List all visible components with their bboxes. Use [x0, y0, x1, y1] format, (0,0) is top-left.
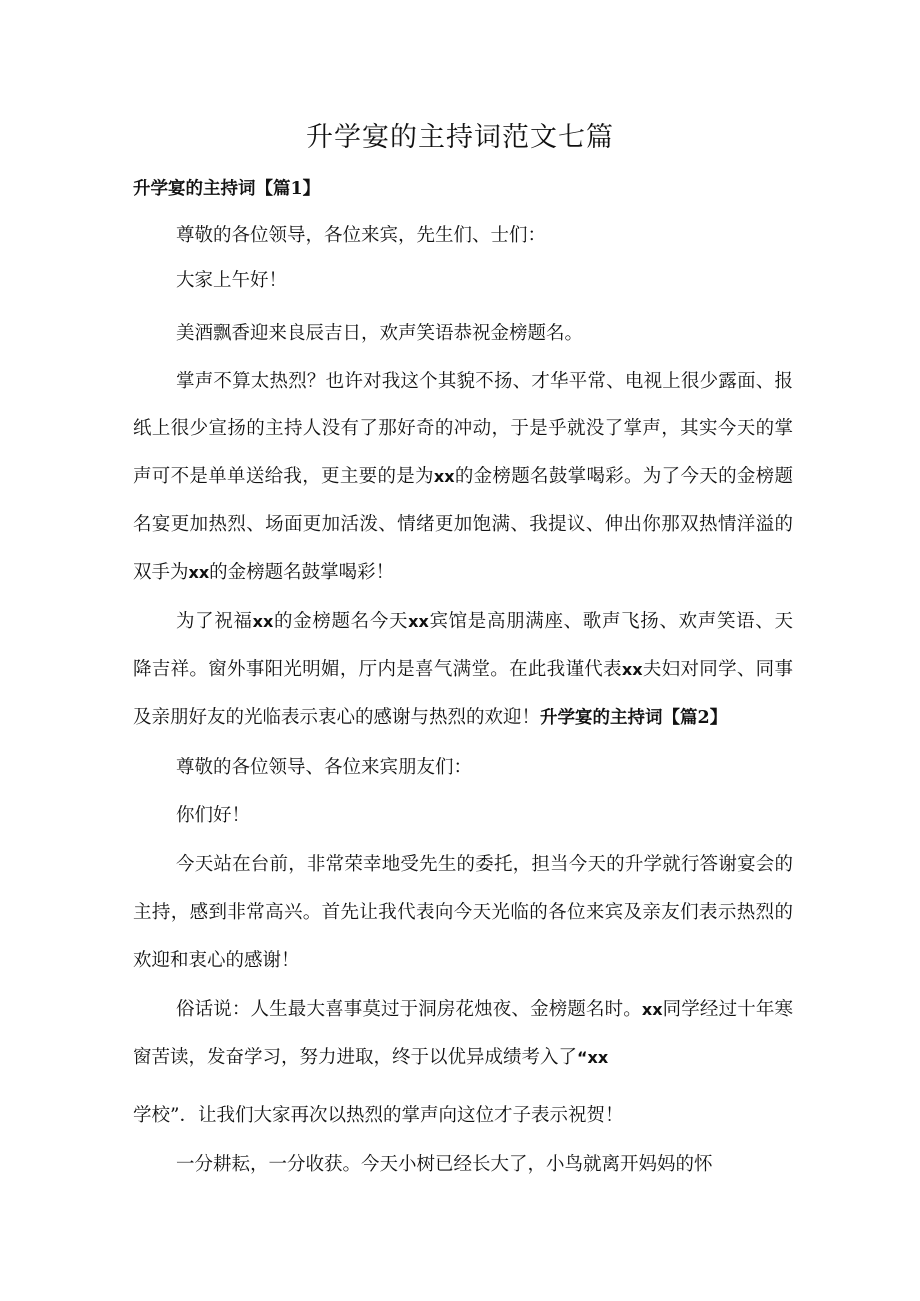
section-heading-1: 升学宴的主持词【篇1】 — [133, 179, 321, 199]
paragraph-blessing-line-3 — [133, 703, 793, 733]
paragraph-applause-line-3 — [133, 462, 793, 492]
section-heading-2: 升学宴的主持词【篇2】 — [540, 708, 728, 728]
paragraph-applause-line-5 — [133, 558, 793, 588]
placeholder-name: xx — [621, 660, 643, 679]
placeholder-name: xx — [188, 563, 210, 582]
text-fragment: 声可不是单单送给我，更主要的是为 — [133, 466, 434, 487]
paragraph-host-line-3: 欢迎和衷心的感谢！ — [133, 950, 300, 971]
paragraph-applause-line-1: 掌声不算太热烈？也许对我这个其貌不扬、才华平常、电视上很少露面、报 — [176, 371, 793, 392]
paragraph-hello-2: 你们好！ — [176, 805, 251, 826]
paragraph-greeting: 尊敬的各位领导，各位来宾，先生们、士们： — [176, 225, 547, 246]
text-fragment: 同学经过十年寒 — [662, 999, 793, 1020]
placeholder-name: xx — [252, 612, 274, 631]
placeholder-name: xx — [641, 1000, 663, 1019]
paragraph-opening: 美酒飘香迎来良辰吉日，欢声笑语恭祝金榜题名。 — [176, 323, 584, 344]
text-fragment: 的金榜题名鼓掌喝彩！ — [209, 562, 395, 583]
text-fragment: 降吉祥。窗外事阳光明媚，厅内是喜气满堂。在此我谨代表 — [133, 659, 622, 680]
paragraph-saying-line-3: 学校”．让我们大家再次以热烈的掌声向这位才子表示祝贺！ — [133, 1105, 624, 1126]
text-fragment: 的金榜题名鼓掌喝彩。为了今天的金榜题 — [454, 466, 793, 487]
paragraph-blessing-line-2 — [133, 655, 793, 685]
text-fragment: 为了祝福 — [176, 611, 253, 632]
paragraph-host-line-1: 今天站在台前，非常荣幸地受先生的委托，担当今天的升学就行答谢宴会的 — [176, 854, 793, 875]
text-fragment: 夫妇对同学、同事 — [642, 659, 793, 680]
paragraph-applause-line-2: 纸上很少宣扬的主持人没有了那好奇的冲动，于是乎就没了掌声，其实今天的掌 — [133, 418, 793, 439]
paragraph-applause-line-4: 名宴更加热烈、场面更加活泼、情绪更加饱满、我提议、伸出你那双热情洋溢的 — [133, 514, 793, 535]
text-fragment: 宾馆是高朋满座、歌声飞扬、欢声笑语、天 — [428, 611, 793, 632]
paragraph-hello: 大家上午好！ — [176, 270, 288, 291]
paragraph-greeting-2: 尊敬的各位领导、各位来宾朋友们： — [176, 757, 473, 778]
text-fragment: 俗话说：人生最大喜事莫过于洞房花烛夜、金榜题名时。 — [176, 999, 642, 1020]
text-fragment: 的金榜题名今天 — [273, 611, 409, 632]
text-fragment: 窗苦读，发奋学习，努力进取，终于以优异成绩考入了 — [133, 1047, 578, 1068]
paragraph-harvest: 一分耕耘，一分收获。今天小树已经长大了，小鸟就离开妈妈的怀 — [176, 1154, 713, 1175]
text-fragment: 双手为 — [133, 562, 189, 583]
placeholder-name: xx — [408, 612, 429, 631]
paragraph-blessing-line-1 — [176, 607, 793, 637]
placeholder-name: xx — [433, 467, 455, 486]
text-fragment: 及亲朋好友的光临表示衷心的感谢与热烈的欢迎！ — [133, 707, 541, 728]
paragraph-saying-line-1 — [176, 995, 793, 1025]
document-title: 升学宴的主持词范文七篇 — [306, 122, 614, 153]
paragraph-host-line-2: 主持，感到非常高兴。首先让我代表向今天光临的各位来宾及亲友们表示热烈的 — [133, 902, 793, 923]
paragraph-saying-line-2 — [133, 1043, 793, 1073]
placeholder-school: “xx — [577, 1048, 609, 1067]
